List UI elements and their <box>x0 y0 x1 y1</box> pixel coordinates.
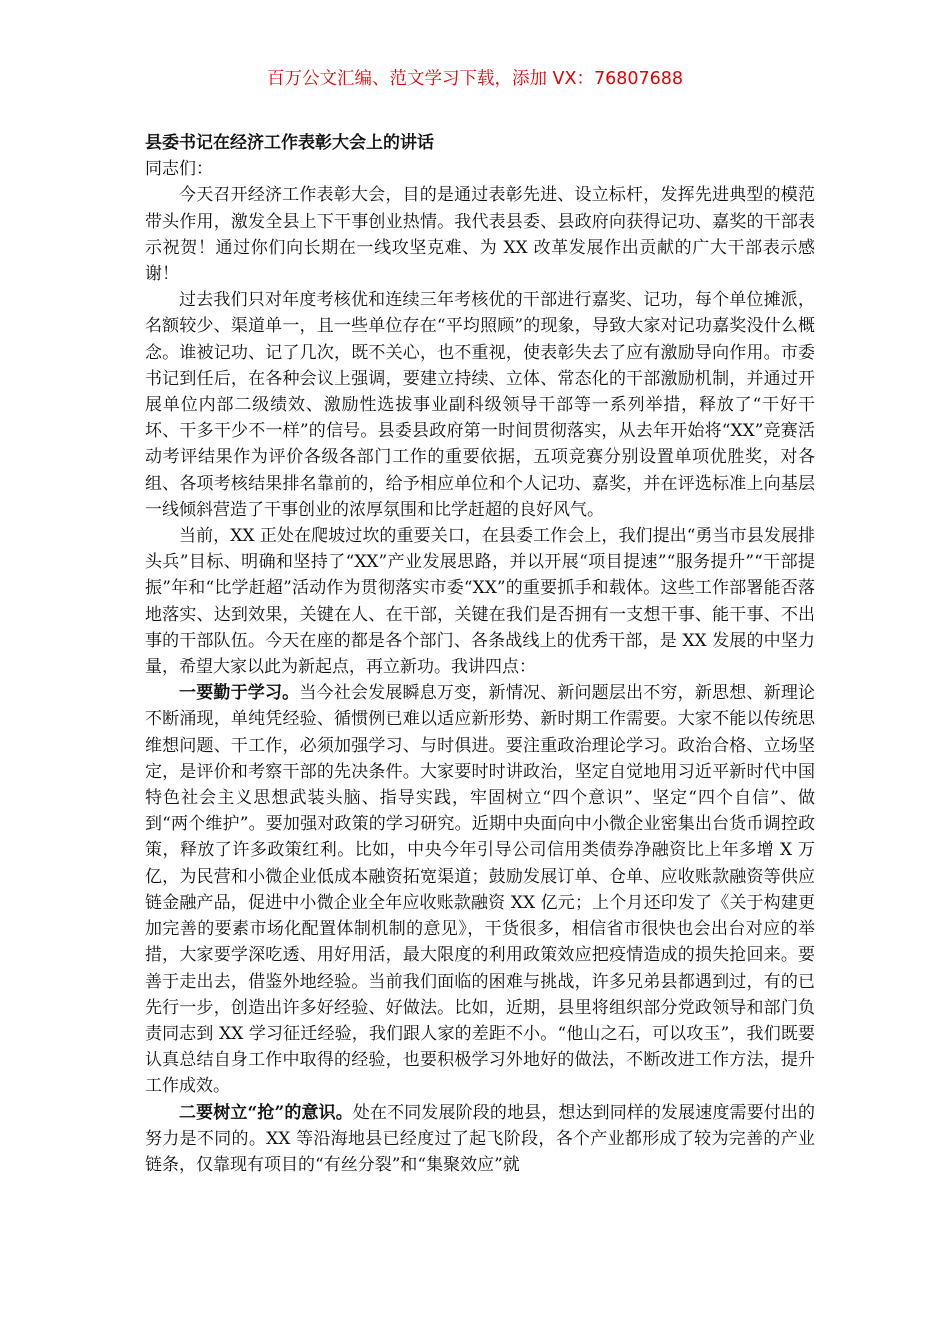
section-2-heading: 二要树立“抢”的意识。 <box>179 1102 353 1123</box>
document-title: 县委书记在经济工作表彰大会上的讲话 <box>145 133 434 153</box>
section-1-heading: 一要勤于学习。 <box>179 683 300 704</box>
salutation: 同志们： <box>145 159 213 180</box>
section-1-paragraph <box>145 680 815 1099</box>
paragraph-3: 当前，XX 正处在爬坡过坎的重要关口，在县委工作会上，我们提出“勇当市县发展排头兵”目标、明确和坚持了“XX”产业发展思路，并以开展“项目提速”“服务提升”“干部提振”年和“比学赶超”活动作为贯彻落实市委“XX”的重要抓手和载体。这些工作部署能否落地落实、达到效果，关键在人、在干部，关键在我们是否拥有一支想干事、能干事、不出事的干部队伍。今天在座的都是各个部门、各条战线上的优秀干部，是 XX 发展的中坚力量，希望大家以此为新起点，再立新功。我讲四点： <box>145 526 815 678</box>
paragraph-2: 过去我们只对年度考核优和连续三年考核优的干部进行嘉奖、记功，每个单位摊派，名额较少、渠道单一，且一些单位存在“平均照顾”的现象，导致大家对记功嘉奖没什么概念。谁被记功、记了几次，既不关心，也不重视，使表彰失去了应有激励导向作用。市委书记到任后，在各种会议上强调，要建立持续、立体、常态化的干部激励机制，并通过开展单位内部二级绩效、激励性选拔事业副科级领导干部等一系列举措，释放了“干好干坏、干多干少不一样”的信号。县委县政府第一时间贯彻落实，从去年开始将“XX”竞赛活动考评结果作为评价各级各部门工作的重要依据，五项竞赛分别设置单项优胜奖，对各组、各项考核结果排名靠前的，给予相应单位和个人记功、嘉奖，并在评选标准上向基层一线倾斜营造了干事创业的浓厚氛围和比学赶超的良好风气。 <box>145 290 815 520</box>
paragraph-1: 今天召开经济工作表彰大会，目的是通过表彰先进、设立标杆，发挥先进典型的模范带头作用，激发全县上下干事创业热情。我代表县委、县政府向获得记功、嘉奖的干部表示祝贺！通过你们向长期在一线攻坚克难、为 XX 改革发展作出贡献的广大干部表示感谢！ <box>145 185 815 285</box>
section-2-paragraph <box>145 1100 815 1179</box>
watermark-banner: 百万公文汇编、范文学习下载，添加 VX：76807688 <box>266 69 684 89</box>
document-body <box>145 130 815 1178</box>
section-1-body: 当今社会发展瞬息万变，新情况、新问题层出不穷，新思想、新理论不断涌现，单纯凭经验、循惯例已难以适应新形势、新时期工作需要。大家不能以传统思维想问题、干工作，必须加强学习、与时俱进。要注重政治理论学习。政治合格、立场坚定，是评价和考察干部的先决条件。大家要时时讲政治，坚定自觉地用习近平新时代中国特色社会主义思想武装头脑、指导实践，牢固树立“四个意识”、坚定“四个自信”、做到“两个维护”。要加强对政策的学习研究。近期中央面向中小微企业密集出台货币调控政策，释放了许多政策红利。比如，中央今年引导公司信用类债券净融资比上年多增 X 万亿，为民营和小微企业低成本融资拓宽渠道；鼓励发展订单、仓单、应收账款融资等供应链金融产品，促进中小微企业全年应收账款融资 XX 亿元；上个月还印发了《关于构建更加完善的要素市场化配置体制机制的意见》，干货很多，相信省市很快也会出台对应的举措，大家要学深吃透、用好用活，最大限度的利用政策效应把疫情造成的损失抢回来。要善于走出去，借鉴外地经验。当前我们面临的困难与挑战，许多兄弟县都遇到过，有的已先行一步，创造出许多好经验、好做法。比如，近期，县里将组织部分党政领导和部门负责同志到 XX 学习征迁经验，我们跟人家的差距不小。“他山之石，可以攻玉”，我们既要认真总结自身工作中取得的经验，也要积极学习外地好的做法，不断改进工作方法，提升工作成效。 <box>145 683 816 1097</box>
section-2-body: 处在不同发展阶段的地县，想达到同样的发展速度需要付出的努力是不同的。XX 等沿海地县已经度过了起飞阶段，各个产业都形成了较为完善的产业链条，仅靠现有项目的“有丝分裂”和“集聚效应”就 <box>145 1102 816 1175</box>
